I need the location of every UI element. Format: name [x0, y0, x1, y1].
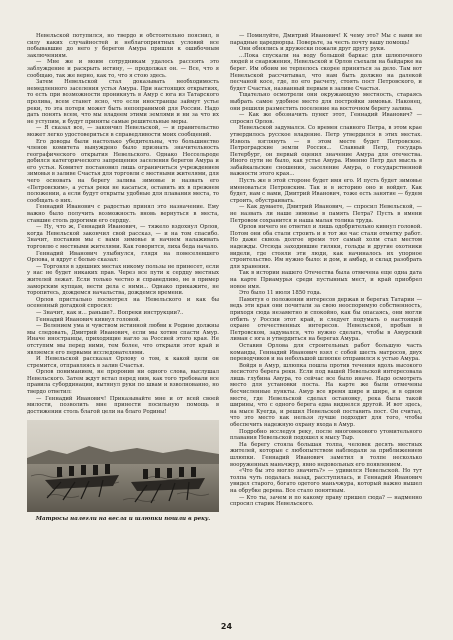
page-number: 24: [220, 622, 233, 631]
paragraph: — Помилуйте, Дмитрий Иванович! К чему это? Мы с вами не парадные царедворцы. Поверьте, за честь почту вашу помощь!: [230, 33, 422, 46]
paragraph: — Как же обозначить пункт этот, Геннадий Иванович? — спросил Орлов.: [230, 112, 422, 125]
paragraph: Орлов пристально посмотрел на Невельского и как бы осененный догадкой спросил:: [27, 296, 219, 310]
left-column-text: [27, 33, 219, 415]
paragraph: Невельской задумался. Со времен славного Петра, в этом крае утвердилось русское владение. Петр утвердился в этих местах. Изволь взглянуть — в этом месте будет Петровское. Петроградские земли Россия... Славный Петр, государь Петербург, он первый оценил значение Амура для отечества. Иного пути не было, как устье Амура. Именно Петр дал мысль в забайкальские сношения, заселение Амура, о государственной важности этого края...: [230, 125, 422, 178]
paragraph: «Что бы это могло значить?» — удивился Невельской. Но тут толпа чуть подалась назад, расступилась, и Геннадий Иванович увидел старого, богато одетого маньчжура, который важно вышел на обрубке дерева. Все стало понятным.: [230, 468, 422, 494]
paragraph: — Велением ума и чувством истинной любви к Родине должны мы следовать, Дмитрий Иванович, если мы хотим спасти Амур. Иначе иностранцы, приходящие нагло за Россией этого края. Не отступим мы перед ними, тем более, что открыли этот край и являемся его первыми исследователями.: [27, 323, 219, 356]
paragraph: ...Пока спускали на воду большой баркас для шлюпочного людей и снаряжения, Невельской и Орлов съехали на байдарке на берег. Им обоим не терпелось скорее приняться за дело. Там вот Невельской рассчитывал, что нам быть должно на далекой песчаной косе, где, по его расчету, стоять пост Петровского, и будет Счастья, названный первым в заливе Счастья.: [230, 52, 422, 92]
text-columns: [27, 33, 422, 608]
paragraph: — Ну, что ж, Геннадий Иванович, — тяжело вздохнул Орлов, когда Невельской закончил свой рассказ, — и на том спасибо. Значит, поставим мы с вами зимовье и начнем налаживать торговлю с местными жителями. Как говорится, лиха беда начало.: [27, 224, 219, 250]
paragraph: Его доводы были настолько убедительны, что большинство членов комитета вынуждено было признать значительность географического открытия Невельского. Однако Нессельроде добился категорического запрещения заселения берегов Амура и его устья. Комитет постановил лишь ограничиться учреждением зимовья в заливе Счастья для торговли с местными жителями, для чего основать на берегу залива зимовье и назвать его «Петровским», а устья реки не касаться, оставить их в прежнем положении, а если будут открыты удобные для плавания места, то сообщать о них.: [27, 138, 219, 204]
paragraph: Так в истории нашего Отечества была отмечена еще одна дата на карте Приамурья среди пустынных мест, и край приобрел новое имя.: [230, 270, 422, 290]
figure-caption: Матросы налегли на весла и шлюпки пошли в реку.: [35, 516, 211, 523]
paragraph: Геннадий Иванович улыбнулся, глядя на повеселевшего Орлова, и вдруг с болью сказал:: [27, 250, 219, 264]
paragraph: — Геннадий Иванович! Приказывайте мне и от всей своей милости, позволить мне принести посильную помощь в достижении столь благой цели на благо Родины!: [27, 395, 219, 415]
paragraph: Невельской потупился, но твердо и обстоятельно пояснил, в силу каких случайностей и неблагоприятных условий все побывавшие до него у берегов Амура пришли к ошибочным заключениям.: [27, 33, 219, 59]
left-column: [27, 33, 219, 608]
illustration: [27, 420, 219, 523]
paragraph: Памятуя о положении интересов держав и берегах Татарии — ведь эти края они почитали за свою неоспоримую собственность, приходя сюда незаметно и спокойно, как бы опасаясь, они могли отбить у России этот край, и следует подумать о настоящей охране отечественных интересов. Невельской, пробыв в Петровском, задумался, что нужно сделать, чтобы в Амурский лиман с юга и утвердиться на берегах Амура.: [230, 296, 422, 343]
paragraph: Орлов ничего не ответил и лишь одобрительно кивнул головой. Потом они оба стали строить и в тот же час стали отметку работ. Но даже сквозь долгое время тот самый холм стал местом надежды. Отсюда заходившие гиляки, гольды и другие охотники видели, где стояли эти люди, как начиналось их упорное строительство. Им нужно было: и дом, и амбар, и склад разобрать для хранения.: [230, 224, 422, 270]
paragraph: — Мне же и моим сотрудникам удалось рассеять это заблуждение и раскрыть истину, — продолжал он. — Все, что я сообщаю, так же верно, как то, что я стою здесь.: [27, 59, 219, 79]
paragraph: И Невельской рассказал Орлову о том, к какой цели он стремится, отправляясь в залив Счастья.: [27, 356, 219, 369]
paragraph: Подробно исследуя реку, после многовекового утомительного плавания Невельской подошел к мысу Тыр.: [230, 428, 422, 442]
paragraph: — Я сказал все, — закончил Невельской, — и правительство может легко удостовериться в справедливости моих сообщений.: [27, 125, 219, 138]
rowboat-photo: [27, 420, 219, 512]
paragraph: Геннадий Иванович с радостью принял это назначение. Ему важно было получить возможность вновь вернуться в места, ставшие столь дорогими его сердцу.: [27, 204, 219, 224]
paragraph: — Кто ты, зачем и по какому праву пришел сюда? — надменно спросил старик Невельского.: [230, 494, 422, 508]
paragraph: — Значит, как и... раньше?.. Вопреки инструкции?..: [36, 309, 184, 316]
paragraph: На берегу стояла большая толпа, человек десять местных жителей, которые с любопытством наблюдали за приближением шлюпки. Геннадий Иванович заметил в толпе несколько вооруженных маньчжур, явно недовольных его появлением.: [230, 441, 422, 468]
right-column-text: [230, 33, 422, 508]
paragraph: Геннадий Иванович кивнул головой.: [36, 316, 141, 323]
paragraph: Орлов пониманием, не проронив ни одного слова, выслушал Невельского. Затем ждут встал перед ним, как того требовали все правила субординации, вытянул руки по швам и взволнованно, но твердо ответил:: [27, 369, 219, 396]
paragraph: — Как думаете, Дмитрий Иванович, — спросил Невельской, — не назвать ли наше зимовье в память Петра? Пусть в имени Петровом сохранится и наша малая толика труда.: [230, 204, 422, 224]
paragraph: Это было 11 июля 1850 года.: [239, 290, 322, 297]
paragraph: Войдя в Амур, шлюпка пошла против течения вдоль высокого лесистого берега реки. Если под вашей Невельской интересовала лишь глубина Амура, то сейчас все было иначе. Надо осмотреть место для установки поста. На карте же были отмечены бесчисленные пункты. Амур все время шире и шире, и в одном месте, где Невельской сделал остановку, река была такой ширины, что с одного берега едва виднелся другой. И вот здесь, на мысе Куегда, и решил Невельской поставить пост. Он считал, что это место как нельзя лучше подходит для того, чтобы обеспечить надежную охрану входа в Амур.: [230, 362, 422, 429]
paragraph: Затем Невельской стал доказывать необходимость немедленного заселения устья Амура. При настоящих открытиях, то есть при возможности проникнуть в Амур с юга из Татарского пролива, всем станет ясно, что если иностранцы займут устье реки, то эта потеря может быть непоправимой для России. Надо дать понять всем, что мы владеем этими землями и ни за что их не уступим, и будут приняты самые решительные меры.: [27, 79, 219, 125]
paragraph: — Торговля в здешних местах никому пользы не принесет, если у нас не будет никаких прав. Через все пути к сердцу местных жителей лежат. Если только честно и справедливо, не в пример заморским купцам, вести дела с ними... Однако прикажите, не торопитесь, дождемся начальства, дождемся времени.: [27, 263, 219, 297]
paragraph: Пусть же в этой стороне будет имя его. И пусть будет зимовье именоваться Петровским. Так и в историю оно и войдет. Как будет, нам с вами, Дмитрий Иванович, тоже есть занятие — будем строить, обустраивать.: [230, 178, 422, 204]
right-column: [230, 33, 422, 608]
paragraph: Оставив Орлова для строительных работ большую часть команды, Геннадий Иванович взял с собой шесть матросов, двух переводчиков и на небольшой шлюпке отправился к устью Амура.: [230, 342, 422, 363]
paragraph: Они обнялись и дружески пожали друг другу руки.: [239, 46, 386, 53]
paragraph: Тщательно осмотрели они окружающую местность, стараясь выбрать самое удобное место для постройки зимовья. Наконец, они решили разместить поселение на восточном берегу залива.: [230, 92, 422, 112]
